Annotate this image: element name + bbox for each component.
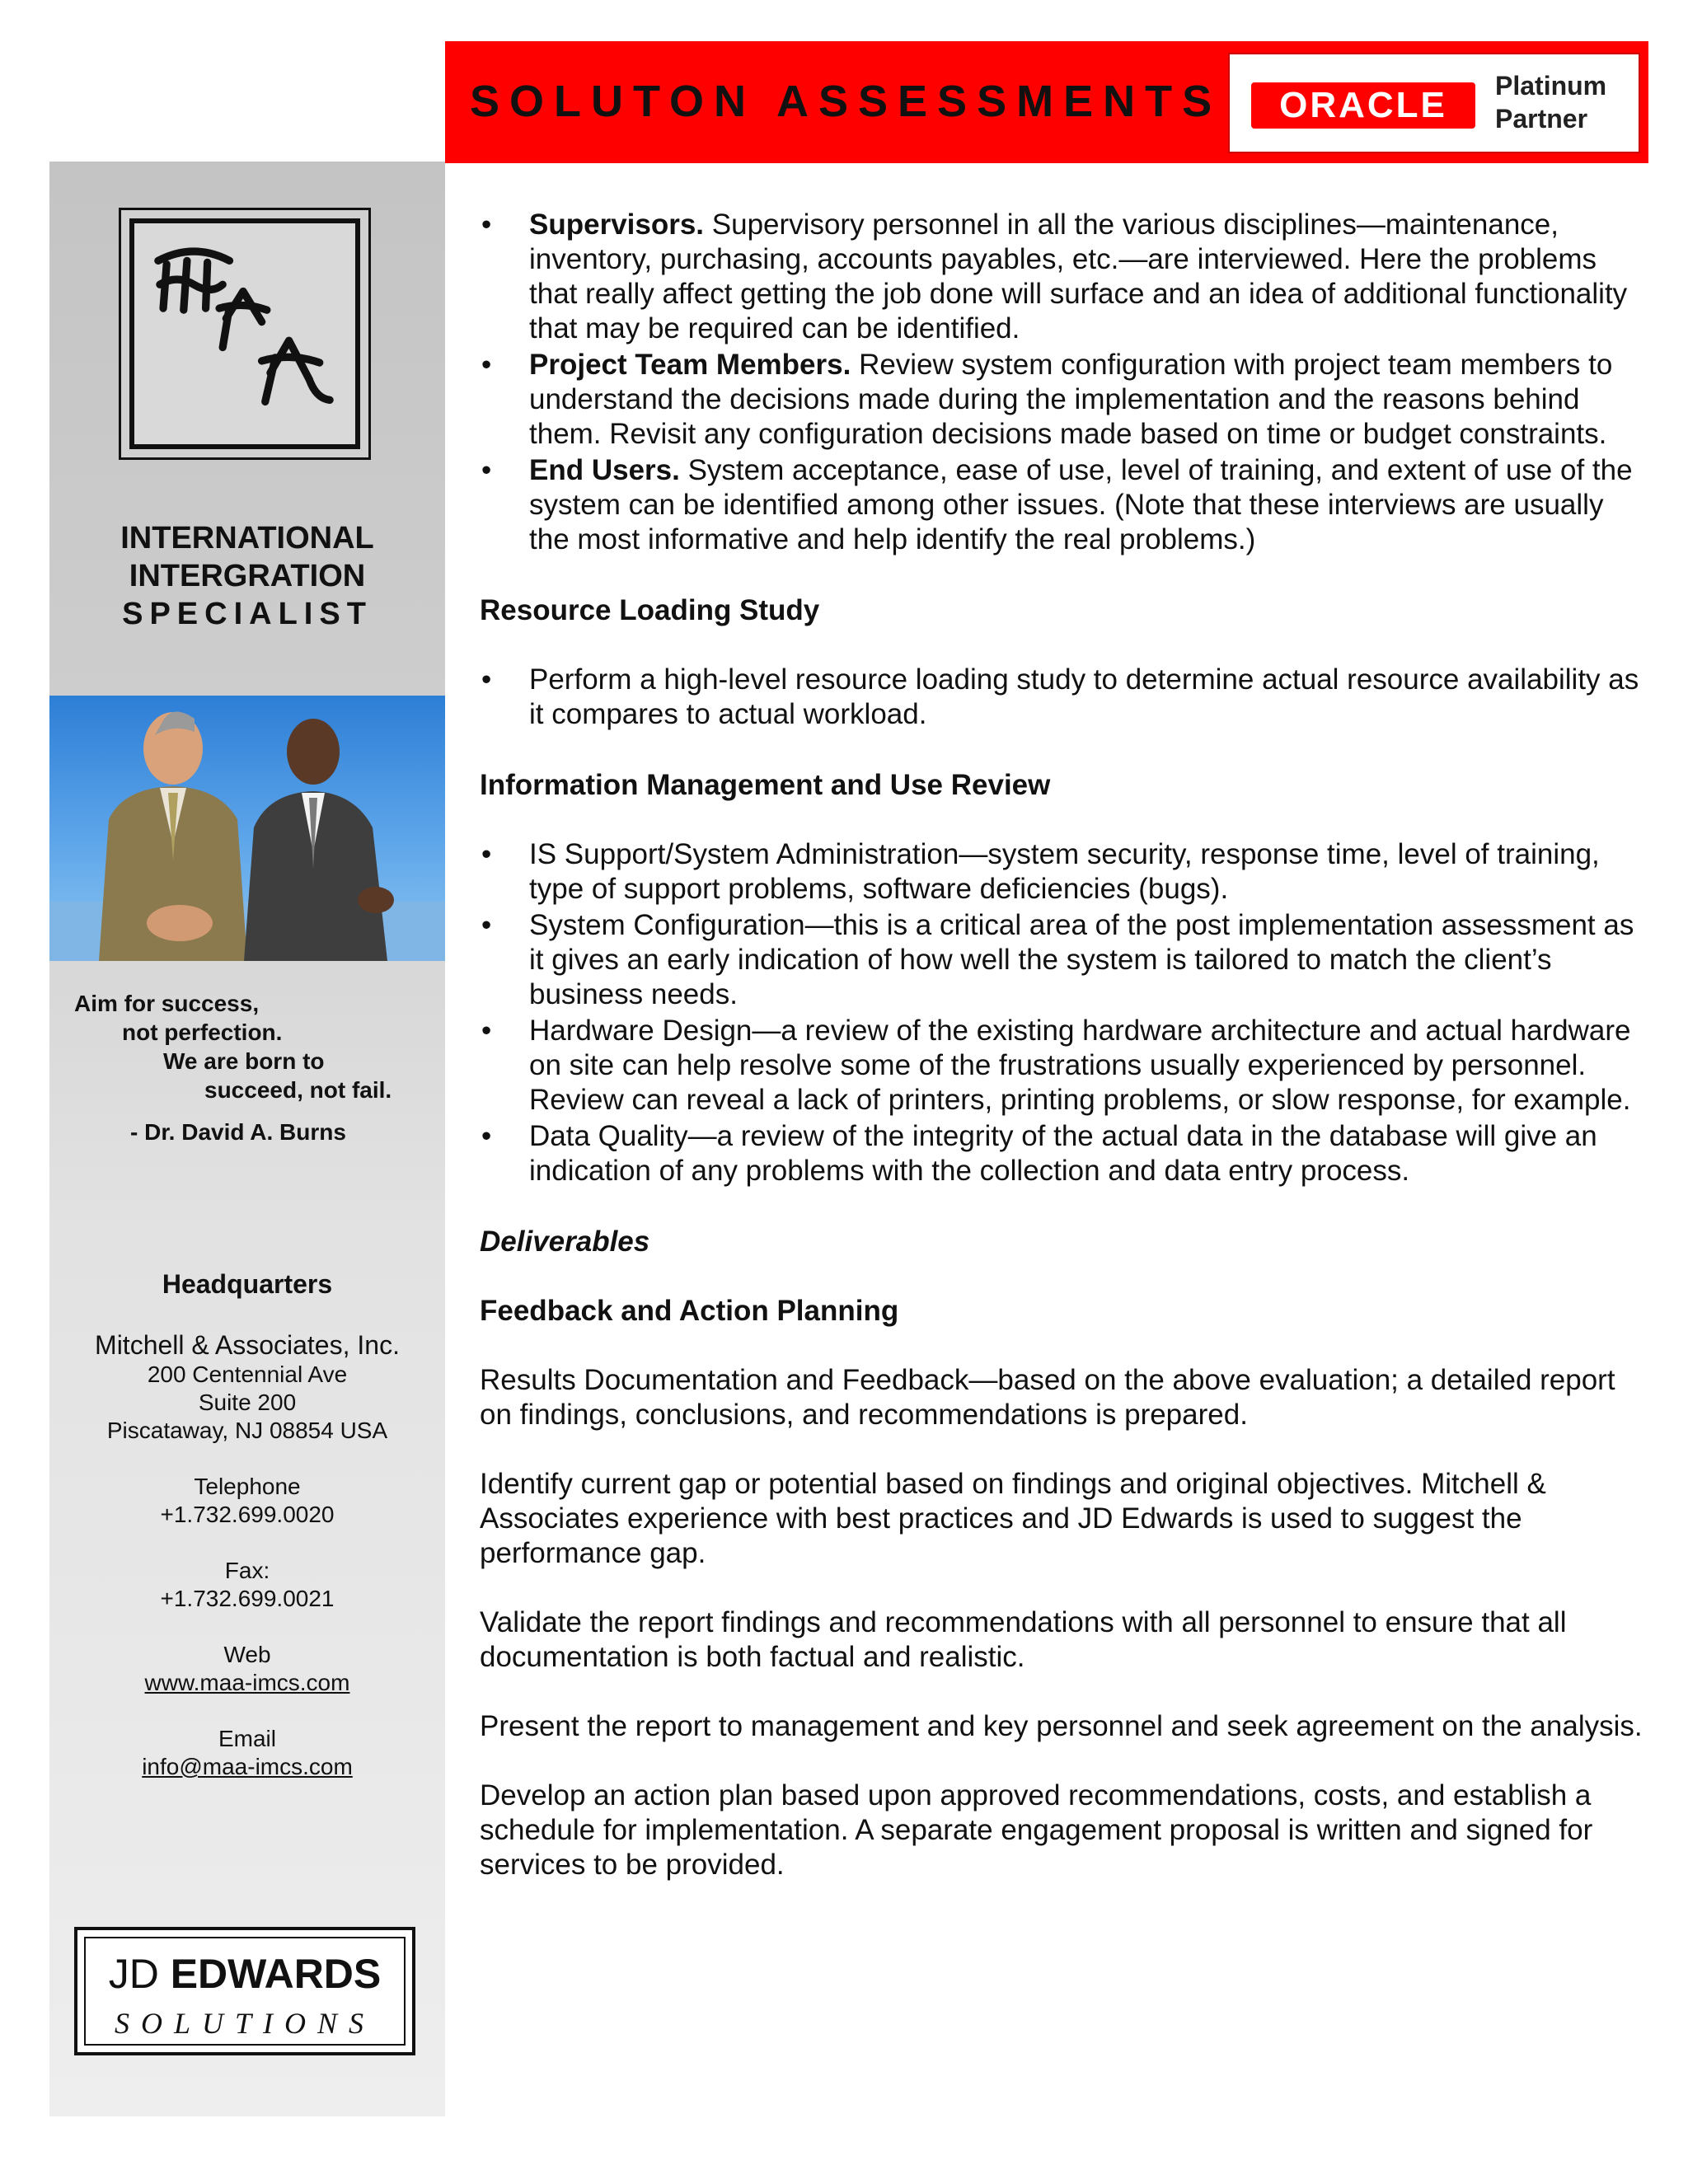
jd-edwards-logo-frame (84, 1937, 406, 2046)
item-text: Review system configuration with project team members to understand the decisions made during the implementation and the reasons behind them. Revisit any configuration decisions made based on time or budget constraints. (529, 349, 1613, 450)
paragraph: Develop an action plan based upon approved recommendations, costs, and establish a schedule for implementation. A separate engagement proposal is written and signed for services to be provided. (480, 1779, 1593, 1881)
resource-heading: Resource Loading Study (480, 594, 820, 626)
oracle-logo: ORACLE (1251, 82, 1475, 129)
hq-address-2: Suite 200 (198, 1390, 297, 1415)
bullet-icon: • (481, 209, 492, 241)
main-content (480, 208, 1650, 1882)
web-link[interactable]: www.maa-imcs.com (144, 1670, 350, 1695)
quote-line-1: Aim for success, (74, 991, 260, 1016)
resource-list (480, 663, 1650, 732)
list-item (480, 837, 1650, 907)
item-text: Data Quality—a review of the integrity of the actual data in the database will give an indication of any problems with the collection and data entry process. (529, 1120, 1597, 1187)
quote-author: - Dr. David A. Burns (130, 1119, 346, 1145)
email-label: Email (218, 1726, 276, 1751)
paragraph: Results Documentation and Feedback—based on the above evaluation; a detailed report on findings, conclusions, and recommendations is prepared. (480, 1364, 1615, 1431)
web-label: Web (223, 1642, 271, 1667)
partner-line-2: Partner (1495, 104, 1588, 134)
maa-logo-frame (129, 218, 360, 449)
company-title (49, 519, 445, 633)
quote-line-2: not perfection. (122, 1019, 283, 1045)
partner-label (1495, 69, 1606, 135)
interview-list (480, 208, 1650, 557)
company-line-1: INTERNATIONAL (120, 521, 374, 555)
jde-solutions: SOLUTIONS (114, 2007, 376, 2040)
paragraph: Identify current gap or potential based on findings and original objectives. Mitchell & Associates experience with best practices and JD Edwards is used to suggest the performance gap. (480, 1468, 1546, 1569)
bullet-icon: • (481, 454, 492, 486)
item-lead: End Users. (529, 454, 680, 486)
info-list (480, 837, 1650, 1188)
jde-wordmark (86, 1950, 404, 1998)
telephone-value: +1.732.699.0020 (160, 1502, 335, 1527)
quote-line-3: We are born to (163, 1048, 325, 1074)
telephone-label: Telephone (194, 1474, 301, 1499)
item-text: System Configuration—this is a critical area of the post implementation assessment as it gives an early indication of how well the system is tailored to match the client’s business needs. (529, 909, 1634, 1010)
item-lead: Project Team Members. (529, 349, 851, 381)
hq-heading: Headquarters (162, 1269, 333, 1299)
list-item (480, 1119, 1650, 1188)
partner-line-1: Platinum (1495, 71, 1607, 101)
bullet-icon: • (481, 1015, 492, 1047)
fax-label: Fax: (224, 1558, 270, 1583)
bullet-icon: • (481, 349, 492, 381)
maa-logo (119, 208, 371, 460)
jde-wordmark-jd: JD (108, 1951, 171, 1997)
hq-address-3: Piscataway, NJ 08854 USA (106, 1418, 388, 1443)
item-text: System acceptance, ease of use, level of training, and extent of use of the system can be identified among other issues. (Note that these interviews are usually the most informative and help identify the real problems.) (529, 454, 1633, 555)
bullet-icon: • (481, 663, 492, 696)
email-link[interactable]: info@maa-imcs.com (142, 1754, 353, 1779)
deliverables-heading: Deliverables (480, 1226, 650, 1258)
list-item (480, 908, 1650, 1012)
company-line-3: SPECIALIST (122, 597, 373, 631)
jde-wordmark-edwards: EDWARDS (170, 1951, 382, 1997)
maa-monogram-icon (134, 223, 355, 444)
businessmen-photo-icon (49, 696, 445, 961)
list-item (480, 208, 1650, 346)
header-banner (445, 41, 1648, 163)
fax-value: +1.732.699.0021 (160, 1586, 335, 1611)
list-item (480, 348, 1650, 452)
bullet-icon: • (481, 1120, 492, 1152)
hq-address-1: 200 Centennial Ave (147, 1361, 348, 1387)
company-line-2: INTERGRATION (129, 559, 366, 593)
list-item (480, 453, 1650, 557)
business-photo (49, 696, 445, 961)
bullet-icon: • (481, 838, 492, 870)
list-item (480, 663, 1650, 732)
paragraph: Validate the report findings and recommendations with all personnel to ensure that all documentation is both factual and realistic. (480, 1606, 1567, 1673)
oracle-partner-badge (1228, 53, 1640, 153)
page-title: SOLUTON ASSESSMENTS (470, 77, 1222, 126)
sidebar (49, 162, 445, 2116)
bullet-icon: • (481, 909, 492, 941)
item-text: IS Support/System Administration—system security, response time, level of training, type of support problems, software deficiencies (bugs). (529, 838, 1600, 905)
item-text: Perform a high-level resource loading study to determine actual resource availability as it compares to actual workload. (529, 663, 1639, 730)
paragraph: Present the report to management and key personnel and seek agreement on the analysis. (480, 1710, 1643, 1742)
headquarters-block (49, 1269, 445, 1781)
item-text: Supervisory personnel in all the various disciplines—maintenance, inventory, purchasing, accounts payables, etc.—are interviewed. Here the problems that really affect getting the job done will surface and an idea of additional functionality that may be required can be identified. (529, 209, 1628, 344)
info-heading: Information Management and Use Review (480, 769, 1051, 801)
quote-line-4: succeed, not fail. (204, 1077, 392, 1103)
item-lead: Supervisors. (529, 209, 705, 241)
item-text: Hardware Design—a review of the existing hardware architecture and actual hardware on site can help resolve some of the frustrations usually experienced by personnel. Review can reveal a lack of printers, printing problems, or slow response, for example. (529, 1015, 1631, 1116)
feedback-heading: Feedback and Action Planning (480, 1295, 899, 1327)
list-item (480, 1014, 1650, 1118)
hq-company-name: Mitchell & Associates, Inc. (95, 1330, 400, 1360)
jd-edwards-logo (74, 1927, 415, 2055)
